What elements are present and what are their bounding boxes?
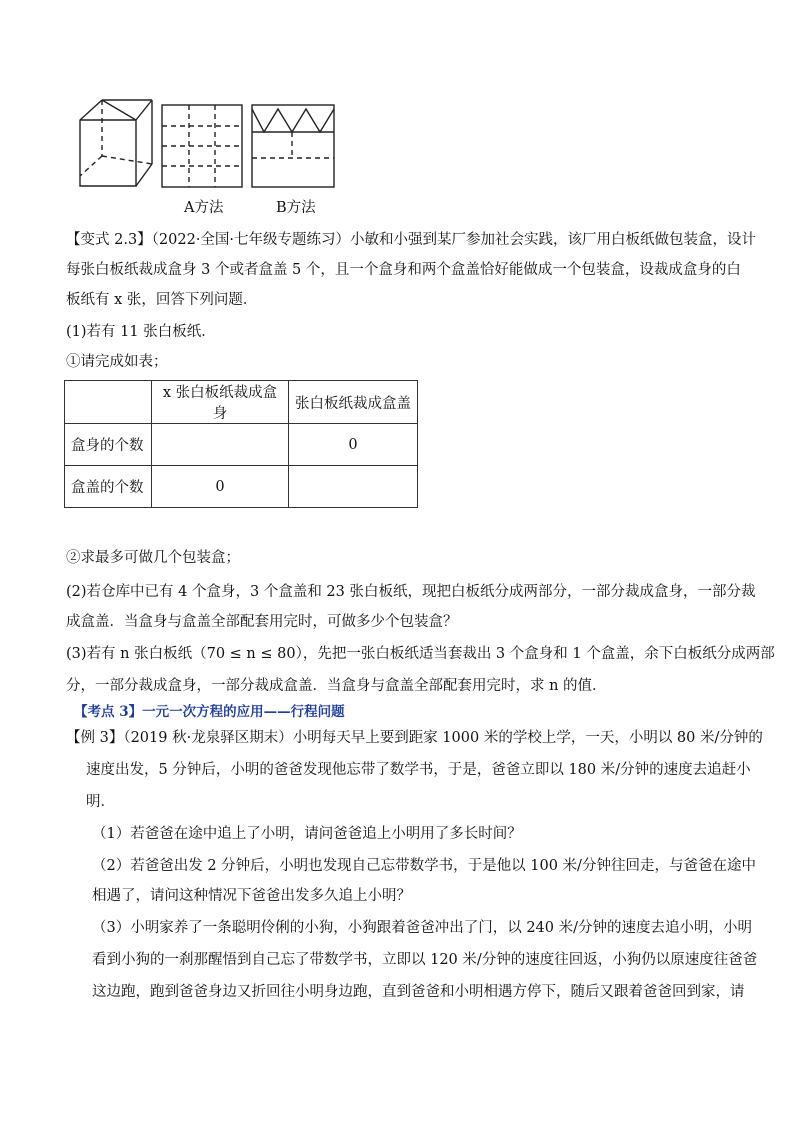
example-line-1: 【例 3】（2019 秋·龙泉驿区期末）小明每天早上要到距家 1000 米的学校上学，一天，小明以 80 米/分钟的 bbox=[66, 730, 763, 746]
table-row bbox=[65, 424, 418, 466]
example-part-3-line-1: （3）小明家养了一条聪明伶俐的小狗，小狗跟着爸爸冲出了门，以 240 米/分钟的速度去追小明，小明 bbox=[92, 920, 753, 936]
table-cell: 0 bbox=[289, 424, 418, 466]
example-part-1: （1）若爸爸在途中追上了小明，请问爸爸追上小明用了多长时间？ bbox=[92, 826, 522, 842]
table-row-label: 盒身的个数 bbox=[65, 424, 152, 466]
question-1b: ②求最多可做几个包装盒； bbox=[66, 550, 240, 566]
table-header-cell: x 张白板纸裁成盒身 bbox=[152, 381, 289, 424]
question-1a: ①请完成如表； bbox=[66, 354, 168, 370]
table-header-row bbox=[65, 381, 418, 424]
variant-line-1: 【变式 2.3】（2022·全国·七年级专题练习）小敏和小强到某厂参加社会实践，该厂用白板纸做包装盒，设计 bbox=[66, 232, 757, 248]
table-header-cell bbox=[65, 381, 152, 424]
example-part-3-line-2: 看到小狗的一刹那醒悟到自己忘了带数学书，立即以 120 米/分钟的速度往回返，小狗仍以原速度往爸爸 bbox=[92, 952, 758, 968]
triangular-prism-figure bbox=[76, 96, 156, 190]
example-part-2-line-2: 相遇了，请问这种情况下爸爸出发多久追上小明？ bbox=[92, 888, 411, 904]
table-row-label: 盒盖的个数 bbox=[65, 466, 152, 508]
answer-table bbox=[64, 380, 418, 508]
question-3-line-1: (3)若有 n 张白板纸（70 ≤ n ≤ 80），先把一张白板纸适当套裁出 3 个盒身和 1 个盒盖，余下白板纸分成两部 bbox=[66, 646, 775, 662]
question-2-line-1: (2)若仓库中已有 4 个盒身，3 个盒盖和 23 张白板纸，现把白板纸分成两部分，一部分裁成盒身，一部分裁 bbox=[66, 584, 756, 600]
table-cell bbox=[289, 466, 418, 508]
example-part-2-line-1: （2）若爸爸出发 2 分钟后，小明也发现自己忘带数学书，于是他以 100 米/分钟往回走，与爸爸在途中 bbox=[92, 858, 756, 874]
question-1: (1)若有 11 张白板纸． bbox=[66, 324, 216, 340]
section-title: 【考点 3】一元一次方程的应用——行程问题 bbox=[74, 704, 345, 720]
example-part-3-line-3: 这边跑，跑到爸爸身边又折回往小明身边跑，直到爸爸和小明相遇方停下，随后又跟着爸爸回到家，请 bbox=[92, 984, 745, 1000]
caption-method-b: B方法 bbox=[276, 200, 316, 216]
table-cell bbox=[152, 424, 289, 466]
example-line-3: 明． bbox=[86, 794, 115, 810]
method-b-figure bbox=[251, 104, 335, 188]
caption-method-a: A方法 bbox=[184, 200, 224, 216]
variant-line-3: 板纸有 x 张，回答下列问题． bbox=[66, 292, 258, 308]
example-line-2: 速度出发，5 分钟后，小明的爸爸发现他忘带了数学书，于是，爸爸立即以 180 米/分钟的速度去追赶小 bbox=[86, 762, 751, 778]
method-a-figure bbox=[161, 104, 243, 188]
table-cell: 0 bbox=[152, 466, 289, 508]
question-2-line-2: 成盒盖．当盒身与盒盖全部配套用完时，可做多少个包装盒？ bbox=[66, 614, 458, 630]
question-3-line-2: 分，一部分裁成盒身，一部分裁成盒盖．当盒身与盒盖全部配套用完时，求 n 的值． bbox=[66, 678, 607, 694]
table-row bbox=[65, 466, 418, 508]
table-header-cell: 张白板纸裁成盒盖 bbox=[289, 381, 418, 424]
variant-line-2: 每张白板纸裁成盒身 3 个或者盒盖 5 个，且一个盒身和两个盒盖恰好能做成一个包装盒，设裁成盒身的白 bbox=[66, 262, 741, 278]
